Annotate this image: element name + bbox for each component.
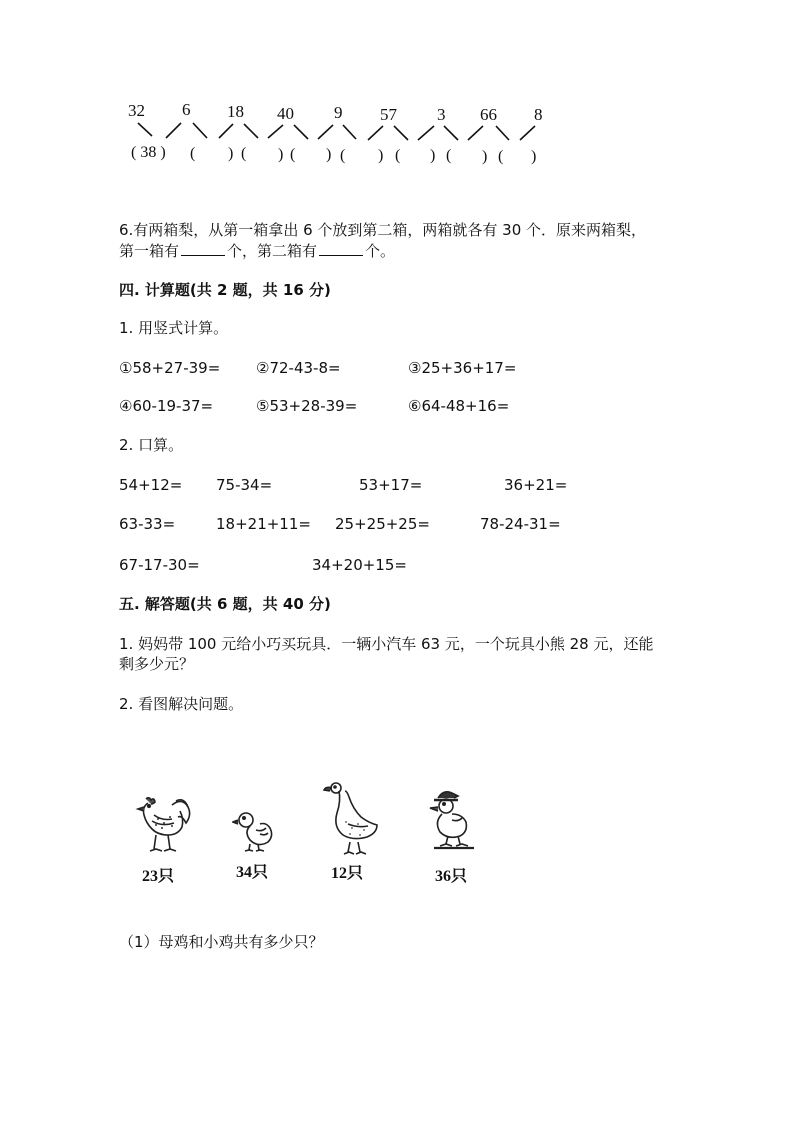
tree-bracket: ): [326, 146, 332, 163]
animal-count-label: 34只: [236, 864, 269, 881]
tree-bracket: (: [446, 147, 452, 164]
section-4-q1-title: 1. 用竖式计算。: [119, 319, 229, 337]
vertical-calc-item: ①58+27-39=: [119, 359, 221, 377]
tree-number: 40: [277, 104, 294, 123]
section-5-q2-title: 2. 看图解决问题。: [119, 695, 244, 713]
tree-bracket: ): [278, 146, 284, 163]
mental-calc-item: 75-34=: [216, 476, 273, 494]
tree-branch: [219, 124, 233, 138]
section-5-q1-line1: 1. 妈妈带 100 元给小巧买玩具．一辆小汽车 63 元，一个玩具小熊 28 元，还能: [119, 635, 654, 653]
animal-count-label: 23只: [142, 868, 175, 885]
vertical-calc-item: ⑥64-48+16=: [408, 397, 510, 415]
tree-bracket: (: [190, 145, 196, 162]
tree-branch: [394, 126, 408, 140]
mental-calc-item: 25+25+25=: [335, 515, 430, 533]
tree-branch: [244, 124, 258, 138]
tree-branch: [468, 126, 483, 140]
tree-bracket: ): [228, 145, 234, 162]
tree-number: 57: [380, 105, 397, 124]
tree-branch: [520, 126, 535, 140]
tree-branches: [0, 0, 794, 160]
chick-icon: [232, 808, 276, 854]
section-5-title: 五. 解答题(共 6 题，共 40 分): [119, 595, 331, 613]
mental-calc-item: 34+20+15=: [312, 556, 407, 574]
mental-calc-item: 63-33=: [119, 515, 176, 533]
tree-number: 32: [128, 101, 145, 120]
section-4-q2-title: 2. 口算。: [119, 436, 184, 454]
mental-calc-item: 36+21=: [504, 476, 568, 494]
tree-number: 6: [182, 100, 191, 119]
duck-icon: [426, 788, 478, 854]
animal-count-label: 36只: [435, 868, 468, 885]
tree-number: 66: [480, 105, 497, 124]
tree-bracket: ): [531, 148, 537, 165]
mental-calc-item: 54+12=: [119, 476, 183, 494]
tree-bracket: (: [241, 145, 247, 162]
section-4-title: 四. 计算题(共 2 题，共 16 分): [119, 281, 331, 299]
mental-calc-item: 78-24-31=: [480, 515, 561, 533]
tree-bracket: (: [498, 148, 504, 165]
hen-icon: [132, 795, 194, 857]
tree-branch: [268, 125, 283, 138]
tree-number: 9: [334, 103, 343, 122]
q6-text: 第一箱有: [119, 242, 180, 260]
section-5-q1-line2: 剩多少元？: [119, 655, 195, 673]
tree-branch: [193, 123, 207, 138]
vertical-calc-item: ②72-43-8=: [256, 359, 341, 377]
q6-text: 个，第二箱有: [227, 242, 318, 260]
tree-number: 3: [437, 105, 446, 124]
tree-branch: [444, 126, 458, 140]
tree-bracket: (: [340, 147, 346, 164]
tree-answer: ( 38 ): [131, 144, 166, 161]
mental-calc-item: 67-17-30=: [119, 556, 200, 574]
goose-icon: [322, 780, 380, 856]
section-5-sub-question-1: （1）母鸡和小鸡共有多少只？: [119, 933, 324, 951]
answer-blank[interactable]: [181, 240, 225, 256]
question-6-line1: 6.有两箱梨，从第一箱拿出 6 个放到第二箱，两箱就各有 30 个．原来两箱梨，: [119, 221, 647, 239]
vertical-calc-item: ③25+36+17=: [408, 359, 517, 377]
answer-blank[interactable]: [319, 240, 363, 256]
tree-number: 18: [227, 102, 244, 121]
mental-calc-item: 18+21+11=: [216, 515, 311, 533]
tree-bracket: ): [378, 147, 384, 164]
tree-branch: [343, 125, 356, 139]
tree-bracket: ): [430, 147, 436, 164]
tree-bracket: (: [395, 147, 401, 164]
tree-bracket: ): [482, 148, 488, 165]
tree-number: 8: [534, 105, 543, 124]
vertical-calc-item: ④60-19-37=: [119, 397, 214, 415]
vertical-calc-item: ⑤53+28-39=: [256, 397, 358, 415]
tree-branch: [166, 123, 181, 138]
tree-bracket: (: [290, 146, 296, 163]
tree-branch: [368, 126, 383, 140]
mental-calc-item: 53+17=: [359, 476, 423, 494]
animal-count-label: 12只: [331, 865, 364, 882]
tree-branch: [138, 123, 152, 136]
q6-text: 个。: [365, 242, 396, 260]
tree-branch: [418, 126, 434, 140]
tree-branch: [318, 125, 333, 139]
question-6-line2: [119, 240, 395, 261]
tree-branch: [496, 126, 509, 140]
tree-branch: [294, 125, 308, 139]
